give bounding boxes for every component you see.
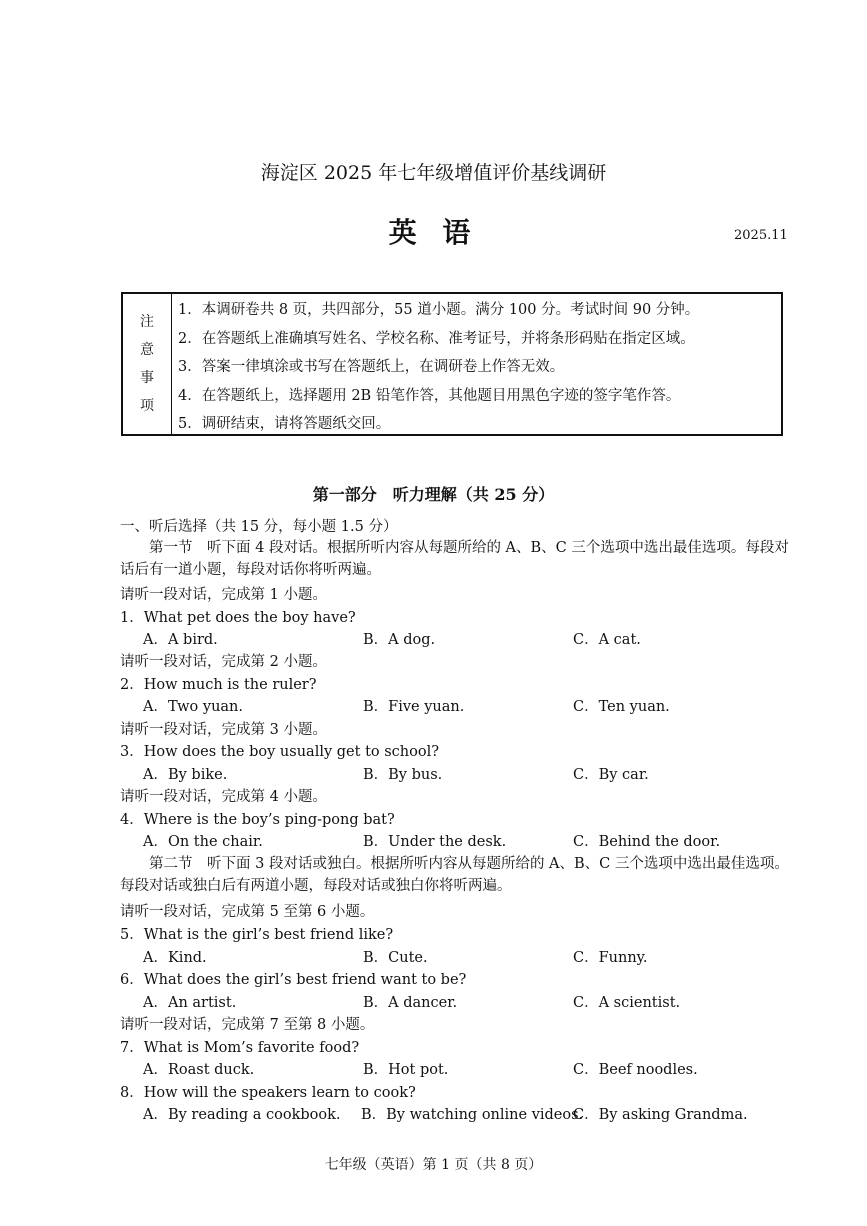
option-a: A．Roast duck. xyxy=(143,1062,255,1078)
question-text: 5．What is the girl’s best friend like? xyxy=(120,927,394,943)
listen-prompt: 请听一段对话，完成第 2 小题。 xyxy=(120,654,327,670)
option-c: C．A scientist. xyxy=(573,995,681,1011)
notes-item: 2．在答题纸上准确填写姓名、学校名称、准考证号，并将条形码贴在指定区域。 xyxy=(178,330,695,347)
option-b: B．By watching online videos. xyxy=(361,1107,584,1123)
notes-item: 5．调研结束，请将答题纸交回。 xyxy=(178,416,391,432)
section1-instruction: 第一节 听下面 4 段对话。根据所听内容从每题所给的 A、B、C 三个选项中选出最佳选项。每段对话后有一道小题，每段对话你将听两遍。 xyxy=(120,540,789,578)
exam-date: 2025.11 xyxy=(734,228,788,243)
notes-label xyxy=(123,294,172,434)
listen-prompt: 请听一段对话，完成第 4 小题。 xyxy=(120,789,327,805)
option-a: A．On the chair. xyxy=(143,834,263,850)
listen-prompt: 请听一段对话，完成第 3 小题。 xyxy=(120,722,327,738)
notes-label-char: 事 xyxy=(140,370,154,386)
notes-label-char: 意 xyxy=(140,342,154,358)
question-text: 2．How much is the ruler? xyxy=(120,677,317,693)
option-c: C．Ten yuan. xyxy=(573,699,670,715)
option-b: B．Hot pot. xyxy=(363,1062,449,1078)
option-c: C．Funny. xyxy=(573,950,648,966)
option-b: B．By bus. xyxy=(363,767,443,783)
option-c: C．A cat. xyxy=(573,632,641,648)
option-c: C．By asking Grandma. xyxy=(573,1107,748,1123)
option-a: A．An artist. xyxy=(143,995,237,1011)
notes-item: 1．本调研卷共 8 页，共四部分，55 道小题。满分 100 分。考试时间 90 分钟。 xyxy=(178,302,700,318)
notes-box xyxy=(121,292,783,436)
option-b: B．Cute. xyxy=(363,950,428,966)
option-b: B．Five yuan. xyxy=(363,699,465,715)
option-a: A．Two yuan. xyxy=(143,699,243,715)
question-text: 7．What is Mom’s favorite food? xyxy=(120,1040,360,1056)
option-c: C．Behind the door. xyxy=(573,834,721,850)
question-text: 4．Where is the boy’s ping-pong bat? xyxy=(120,812,395,828)
option-c: C．By car. xyxy=(573,767,649,783)
page-footer: 七年级（英语）第 1 页（共 8 页） xyxy=(324,1157,543,1173)
notes-item: 4．在答题纸上，选择题用 2B 铅笔作答，其他题目用黑色字迹的签字笔作答。 xyxy=(178,387,681,404)
option-b: B．A dancer. xyxy=(363,995,458,1011)
notes-list xyxy=(172,294,781,434)
exam-title: 海淀区 2025 年七年级增值评价基线调研 xyxy=(260,162,607,184)
option-a: A．A bird. xyxy=(143,632,218,648)
question-text: 3．How does the boy usually get to school? xyxy=(120,744,440,760)
option-a: A．By bike. xyxy=(143,767,228,783)
option-a: A．By reading a cookbook. xyxy=(143,1107,341,1123)
option-a: A．Kind. xyxy=(143,950,207,966)
question-text: 1．What pet does the boy have? xyxy=(120,610,356,626)
subject-title: 英 语 xyxy=(388,216,479,249)
notes-label-char: 注 xyxy=(140,314,154,330)
option-b: B．A dog. xyxy=(363,632,436,648)
section2-instruction: 第二节 听下面 3 段对话或独白。根据所听内容从每题所给的 A、B、C 三个选项中选出最佳选项。每段对话或独白后有两道小题，每段对话或独白你将听两遍。 xyxy=(120,856,789,894)
option-c: C．Beef noodles. xyxy=(573,1062,698,1078)
part-heading: 第一部分 听力理解（共 25 分） xyxy=(312,485,555,504)
section-heading: 一、听后选择（共 15 分，每小题 1.5 分） xyxy=(120,519,398,535)
question-text: 8．How will the speakers learn to cook? xyxy=(120,1085,416,1101)
listen-prompt: 请听一段对话，完成第 1 小题。 xyxy=(120,587,327,603)
listen-prompt: 请听一段对话，完成第 5 至第 6 小题。 xyxy=(120,904,375,920)
listen-prompt: 请听一段对话，完成第 7 至第 8 小题。 xyxy=(120,1017,375,1033)
notes-label-char: 项 xyxy=(140,398,154,414)
option-b: B．Under the desk. xyxy=(363,834,507,850)
question-text: 6．What does the girl’s best friend want to be? xyxy=(120,972,467,988)
notes-item: 3．答案一律填涂或书写在答题纸上，在调研卷上作答无效。 xyxy=(178,359,565,375)
